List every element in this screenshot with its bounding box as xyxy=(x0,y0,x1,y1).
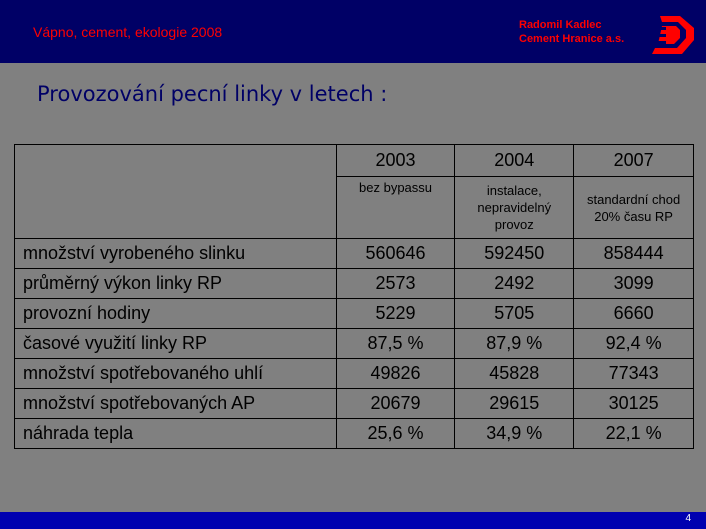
table-row xyxy=(15,359,694,389)
row-label: množství vyrobeného slinku xyxy=(15,239,337,269)
value-cell: 20679 xyxy=(336,389,455,419)
row-label: provozní hodiny xyxy=(15,299,337,329)
value-cell: 6660 xyxy=(574,299,694,329)
table-row xyxy=(15,329,694,359)
value-cell: 87,9 % xyxy=(455,329,574,359)
value-cell: 77343 xyxy=(574,359,694,389)
table-row xyxy=(15,389,694,419)
table-row xyxy=(15,299,694,329)
row-label: průměrný výkon linky RP xyxy=(15,269,337,299)
page-number: 4 xyxy=(685,513,691,524)
value-cell: 858444 xyxy=(574,239,694,269)
slide-title: Provozování pecní linky v letech : xyxy=(37,82,388,106)
note-cell: instalace, nepravidelný provoz xyxy=(455,177,574,239)
row-label: náhrada tepla xyxy=(15,419,337,449)
conference-title: Vápno, cement, ekologie 2008 xyxy=(33,24,223,40)
value-cell: 92,4 % xyxy=(574,329,694,359)
value-cell: 592450 xyxy=(455,239,574,269)
author-name: Radomil Kadlec xyxy=(519,19,602,31)
table-row xyxy=(15,239,694,269)
value-cell: 560646 xyxy=(336,239,455,269)
empty-header-cell xyxy=(15,145,337,239)
year-header-cell: 2004 xyxy=(455,145,574,177)
kiln-operation-table xyxy=(14,144,694,449)
value-cell: 29615 xyxy=(455,389,574,419)
year-header-row xyxy=(15,145,694,177)
footer-bar xyxy=(0,512,706,529)
note-cell: bez bypassu xyxy=(336,177,455,239)
value-cell: 34,9 % xyxy=(455,419,574,449)
value-cell: 25,6 % xyxy=(336,419,455,449)
value-cell: 30125 xyxy=(574,389,694,419)
value-cell: 49826 xyxy=(336,359,455,389)
value-cell: 22,1 % xyxy=(574,419,694,449)
header-bar xyxy=(0,0,706,63)
row-label: množství spotřebovaného uhlí xyxy=(15,359,337,389)
table-row xyxy=(15,269,694,299)
value-cell: 3099 xyxy=(574,269,694,299)
value-cell: 45828 xyxy=(455,359,574,389)
row-label: množství spotřebovaných AP xyxy=(15,389,337,419)
note-cell: standardní chod 20% času RP xyxy=(574,177,694,239)
table-row xyxy=(15,419,694,449)
value-cell: 2573 xyxy=(336,269,455,299)
value-cell: 87,5 % xyxy=(336,329,455,359)
value-cell: 5229 xyxy=(336,299,455,329)
row-label: časové využití linky RP xyxy=(15,329,337,359)
year-header-cell: 2003 xyxy=(336,145,455,177)
company-logo-icon xyxy=(650,14,698,56)
company-name: Cement Hranice a.s. xyxy=(519,33,625,45)
year-header-cell: 2007 xyxy=(574,145,694,177)
value-cell: 2492 xyxy=(455,269,574,299)
author-block xyxy=(519,18,624,46)
value-cell: 5705 xyxy=(455,299,574,329)
